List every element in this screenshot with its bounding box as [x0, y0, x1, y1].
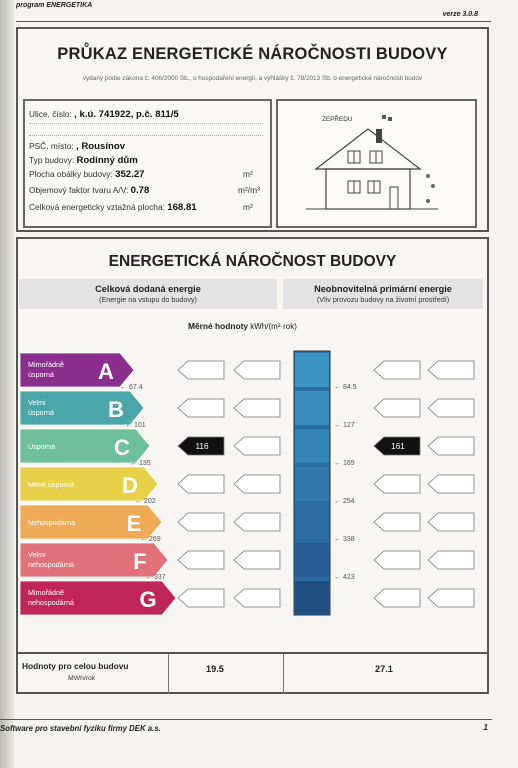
class-label-a: Mimořádně	[28, 360, 64, 369]
reference-area-row	[29, 202, 197, 213]
primary-bar-segment	[295, 429, 329, 463]
building-type-label: Typ budovy:	[29, 155, 75, 165]
reference-area-label: Celková energeticky vztažná plocha:	[29, 202, 165, 212]
class-label-b: Velmi	[28, 398, 46, 407]
class-letter-a: A	[98, 359, 114, 384]
street-row	[29, 109, 179, 120]
view-label: ZEPŘEDU	[322, 116, 353, 123]
header-rule	[16, 21, 491, 22]
delivered-marker	[234, 399, 280, 417]
version-label: verze 3.0.8	[442, 11, 478, 18]
program-name: program ENERGETIKA	[16, 2, 93, 9]
class-letter-f: F	[133, 549, 147, 574]
street-label: Ulice, číslo:	[29, 109, 72, 119]
envelope-area-value: 352.27	[115, 169, 145, 180]
primary-bar-segment	[295, 467, 329, 501]
page-number: 1	[483, 723, 488, 732]
house-drawing	[278, 101, 475, 226]
primary-marker	[374, 361, 420, 379]
specific-values-title: Měrné hodnoty	[188, 321, 249, 331]
delivered-marker	[234, 475, 280, 493]
delivered-marker	[234, 361, 280, 379]
primary-marker	[428, 589, 474, 607]
primary-threshold: ← 127	[334, 422, 355, 429]
specific-values-label	[188, 321, 297, 331]
class-label-f: Velmi	[28, 550, 46, 559]
energy-performance-box	[16, 237, 489, 694]
delivered-marker	[234, 589, 280, 607]
delivered-threshold: ← 135	[130, 460, 151, 467]
class-label-b: úsporná	[28, 408, 54, 417]
primary-marker	[374, 513, 420, 531]
energy-class-scale	[18, 335, 487, 665]
delivered-marker	[234, 437, 280, 455]
delivered-threshold: ← 202	[135, 498, 156, 505]
delivered-marker	[178, 475, 224, 493]
class-label-c: Úsporná	[28, 442, 56, 451]
primary-bar-segment	[295, 505, 329, 539]
delivered-energy-value: 116	[195, 442, 209, 451]
primary-marker	[428, 513, 474, 531]
delivered-threshold: ← 67.4	[120, 384, 143, 391]
footer-rule	[0, 719, 492, 720]
certificate-header-box	[16, 27, 489, 232]
primary-bar-segment	[295, 391, 329, 425]
reference-area-value: 168.81	[167, 202, 197, 213]
building-info-box	[23, 99, 272, 228]
energy-section-title: ENERGETICKÁ NÁROČNOST BUDOVY	[108, 253, 397, 270]
class-letter-c: C	[114, 435, 130, 460]
delivered-energy-subtitle: (Energie na vstupu do budovy)	[99, 295, 197, 304]
specific-values-unit: kWh/(m²·rok)	[250, 322, 297, 331]
primary-bar-segment	[295, 581, 329, 615]
delivered-marker	[178, 589, 224, 607]
dotted-line	[29, 123, 263, 124]
primary-energy-header	[283, 279, 483, 309]
shape-factor-row	[29, 185, 149, 196]
delivered-marker	[178, 513, 224, 531]
primary-marker	[374, 399, 420, 417]
dotted-line	[29, 135, 263, 136]
delivered-threshold: ← 337	[145, 574, 166, 581]
class-label-g: Mimořádně	[28, 588, 64, 597]
primary-threshold: ← 423	[334, 574, 355, 581]
class-letter-g: G	[139, 587, 157, 612]
envelope-area-label: Plocha obálky budovy:	[29, 169, 113, 179]
envelope-area-unit: m²	[243, 169, 253, 179]
class-letter-d: D	[122, 473, 138, 498]
primary-energy-subtitle: (Vliv provozu budovy na životní prostředí)	[316, 295, 450, 304]
column-divider	[168, 654, 169, 694]
whole-building-values	[18, 652, 487, 694]
shape-factor-unit: m²/m³	[238, 185, 260, 195]
shape-factor-label: Objemový faktor tvaru A/V:	[29, 185, 129, 195]
street-value: , k.ú. 741922, p.č. 811/5	[74, 109, 179, 120]
class-letter-b: B	[108, 397, 124, 422]
primary-marker	[374, 475, 420, 493]
primary-marker	[428, 551, 474, 569]
primary-marker	[374, 589, 420, 607]
psc-value: , Rousínov	[76, 141, 126, 152]
primary-energy-title: Neobnovitelná primární energie	[314, 284, 452, 294]
delivered-threshold: ← 269	[140, 536, 161, 543]
primary-marker	[428, 437, 474, 455]
class-label-f: nehospodárná	[28, 560, 74, 569]
certificate-subtitle: vydaný podle zákona č. 406/2000 Sb., o hospodaření energií, a vyhlášky č. 78/2013 Sb. o energetické náročnosti budov	[82, 75, 423, 82]
class-label-e: Nehospodárná	[28, 518, 76, 527]
whole-building-unit: MWh/rok	[68, 675, 96, 682]
class-label-d: Méně úsporná	[28, 480, 74, 489]
delivered-marker	[178, 361, 224, 379]
delivered-energy-total: 19.5	[206, 664, 224, 674]
primary-threshold: ← 169	[334, 460, 355, 467]
reference-area-unit: m²	[243, 202, 253, 212]
delivered-marker	[234, 513, 280, 531]
primary-marker	[374, 551, 420, 569]
class-letter-e: E	[126, 511, 142, 536]
class-label-a: úsporná	[28, 370, 54, 379]
primary-bar-segment	[295, 543, 329, 577]
shape-factor-value: 0.78	[130, 185, 150, 196]
primary-marker	[428, 361, 474, 379]
primary-threshold: ← 338	[334, 536, 355, 543]
delivered-energy-header	[19, 279, 277, 309]
delivered-threshold: ← 101	[125, 422, 146, 429]
primary-marker	[428, 399, 474, 417]
certificate-title: PRŮKAZ ENERGETICKÉ NÁROČNOSTI BUDOVY	[57, 45, 448, 63]
delivered-marker	[178, 551, 224, 569]
primary-energy-total: 27.1	[375, 664, 393, 674]
primary-threshold: ← 84.5	[334, 384, 357, 391]
delivered-energy-title: Celková dodaná energie	[95, 284, 201, 294]
software-credit: Software pro stavební fyziku firmy DEK a.s.	[0, 724, 161, 733]
house-image-box	[276, 99, 477, 228]
column-divider	[283, 654, 284, 694]
primary-bar-segment	[295, 353, 329, 387]
building-type-value: Rodinný dům	[76, 155, 138, 166]
page-shadow	[0, 0, 14, 768]
whole-building-label: Hodnoty pro celou budovu	[22, 661, 129, 671]
delivered-marker	[234, 551, 280, 569]
psc-label: PSČ, místo:	[29, 141, 74, 151]
delivered-marker	[178, 399, 224, 417]
primary-marker	[428, 475, 474, 493]
psc-row	[29, 141, 125, 152]
class-label-g: nehospodárná	[28, 598, 74, 607]
primary-threshold: ← 254	[334, 498, 355, 505]
building-type-row	[29, 155, 138, 166]
envelope-area-row	[29, 169, 144, 180]
primary-energy-value: 161	[391, 442, 405, 451]
